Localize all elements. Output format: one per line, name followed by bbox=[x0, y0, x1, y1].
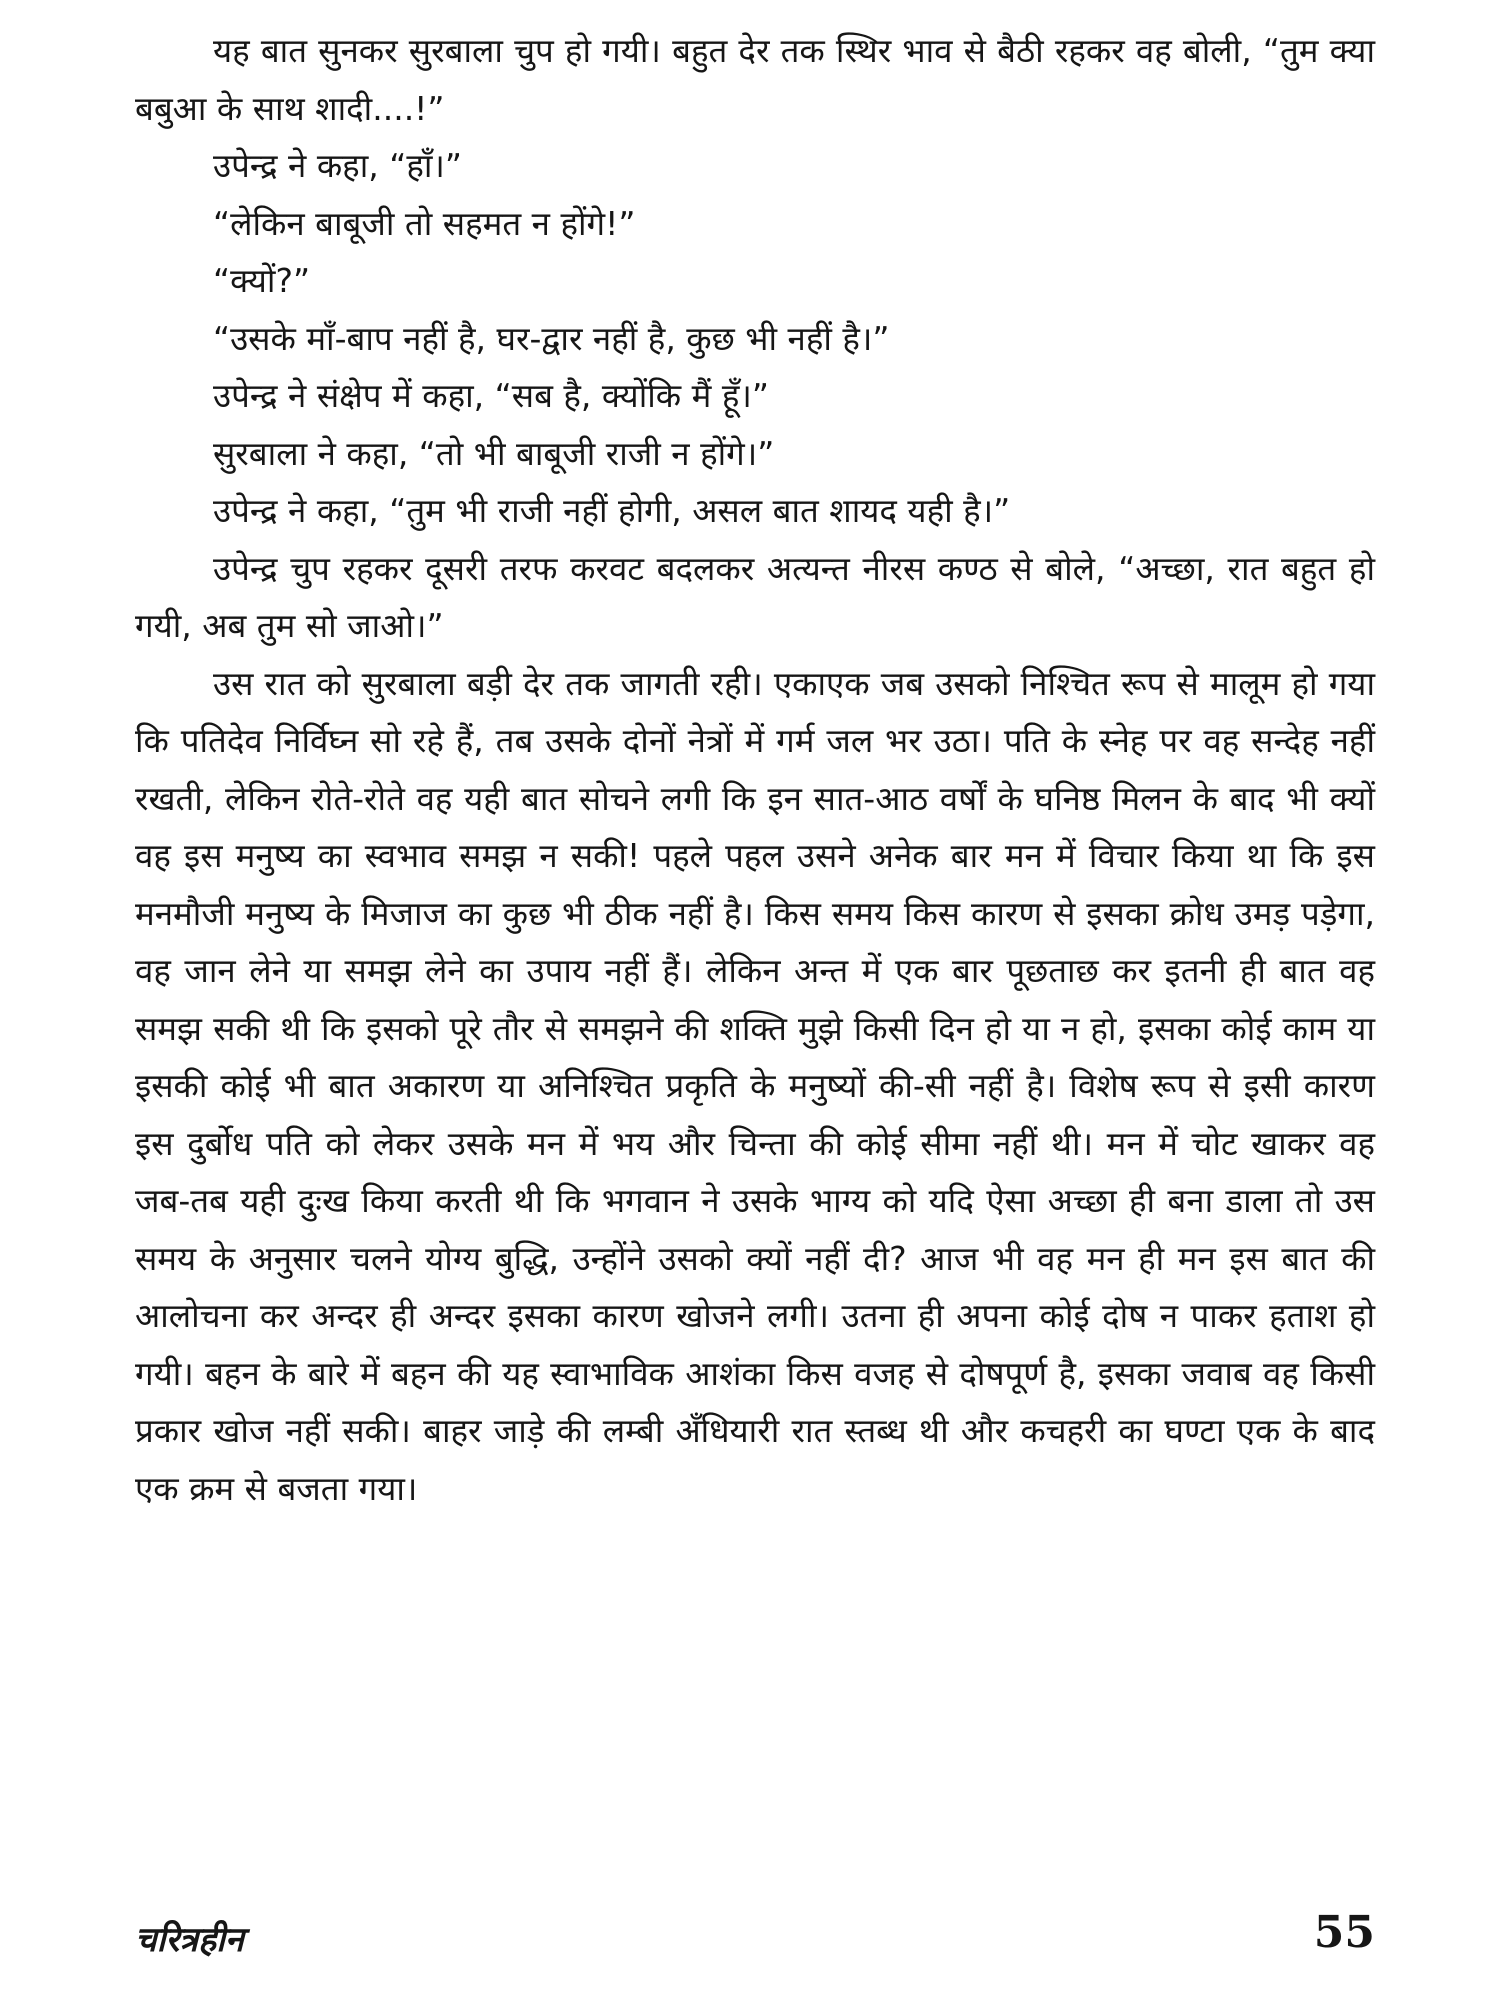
paragraph-7: सुरबाला ने कहा, “तो भी बाबूजी राजी न होंगे।” bbox=[213, 433, 775, 473]
paragraph-9: उपेन्द्र चुप रहकर दूसरी तरफ करवट बदलकर अत्यन्त नीरस कण्ठ से बोले, “अच्छा, रात बहुत हो गयी, अब तुम सो जाओ।” bbox=[135, 548, 1375, 645]
page-number: 55 bbox=[1313, 1907, 1375, 1958]
paragraph-10: उस रात को सुरबाला बड़ी देर तक जागती रही। एकाएक जब उसको निश्चित रूप से मालूम हो गया कि पतिदेव निर्विघ्न सो रहे हैं, तब उसके दोनों नेत्रों में गर्म जल भर उठा। पति के स्नेह पर वह सन्देह नहीं रखती, लेकिन रोते-रोते वह यही बात सोचने लगी कि इन सात-आठ वर्षों के घनिष्ठ मिलन के बाद भी क्यों वह इस मनुष्य का स्वभाव समझ न सकी! पहले पहल उसने अनेक बार मन में विचार किया था कि इस मनमौजी मनुष्य के मिजाज का कुछ भी ठीक नहीं है। किस समय किस कारण से इसका क्रोध उमड़ पड़ेगा, वह जान लेने या समझ लेने का उपाय नहीं हैं। लेकिन अन्त में एक बार पूछताछ कर इतनी ही बात वह समझ सकी थी कि इसको पूरे तौर से समझने की शक्ति मुझे किसी दिन हो या न हो, इसका कोई काम या इसकी कोई भी बात अकारण या अनिश्चित प्रकृति के मनुष्यों की-सी नहीं है। विशेष रूप से इसी कारण इस दुर्बोध पति को लेकर उसके मन में भय और चिन्ता की कोई सीमा नहीं थी। मन में चोट खाकर वह जब-तब यही दुःख किया करती थी कि भगवान ने उसके भाग्य को यदि ऐसा अच्छा ही बना डाला तो उस समय के अनुसार चलने योग्य बुद्धि, उन्होंने उसको क्यों नहीं दी? आज भी वह मन ही मन इस बात की आलोचना कर अन्दर ही अन्दर इसका कारण खोजने लगी। उतना ही अपना कोई दोष न पाकर हताश हो गयी। बहन के बारे में बहन की यह स्वाभाविक आशंका किस वजह से दोषपूर्ण है, इसका जवाब वह किसी प्रकार खोज नहीं सकी। बाहर जाड़े की लम्बी अँधियारी रात स्तब्ध थी और कचहरी का घण्टा एक के बाद एक क्रम से बजता गया। bbox=[135, 663, 1376, 1508]
body-text bbox=[135, 22, 1375, 1517]
paragraph-1: यह बात सुनकर सुरबाला चुप हो गयी। बहुत देर तक स्थिर भाव से बैठी रहकर वह बोली, “तुम क्या बबुआ के साथ शादी....!” bbox=[135, 31, 1375, 128]
paragraph-2: उपेन्द्र ने कहा, “हाँ।” bbox=[213, 146, 463, 185]
page-footer bbox=[135, 1907, 1375, 1975]
paragraph-4: “क्यों?” bbox=[213, 261, 311, 300]
paragraph-8: उपेन्द्र ने कहा, “तुम भी राजी नहीं होगी, असल बात शायद यही है।” bbox=[213, 491, 1011, 530]
paragraph-5: “उसके माँ-बाप नहीं है, घर-द्वार नहीं है, कुछ भी नहीं है।” bbox=[213, 318, 890, 358]
book-title: चरित्रहीन bbox=[135, 1920, 244, 1960]
paragraph-3: “लेकिन बाबूजी तो सहमत न होंगे!” bbox=[213, 203, 636, 243]
paragraph-6: उपेन्द्र ने संक्षेप में कहा, “सब है, क्योंकि मैं हूँ।” bbox=[213, 376, 769, 415]
